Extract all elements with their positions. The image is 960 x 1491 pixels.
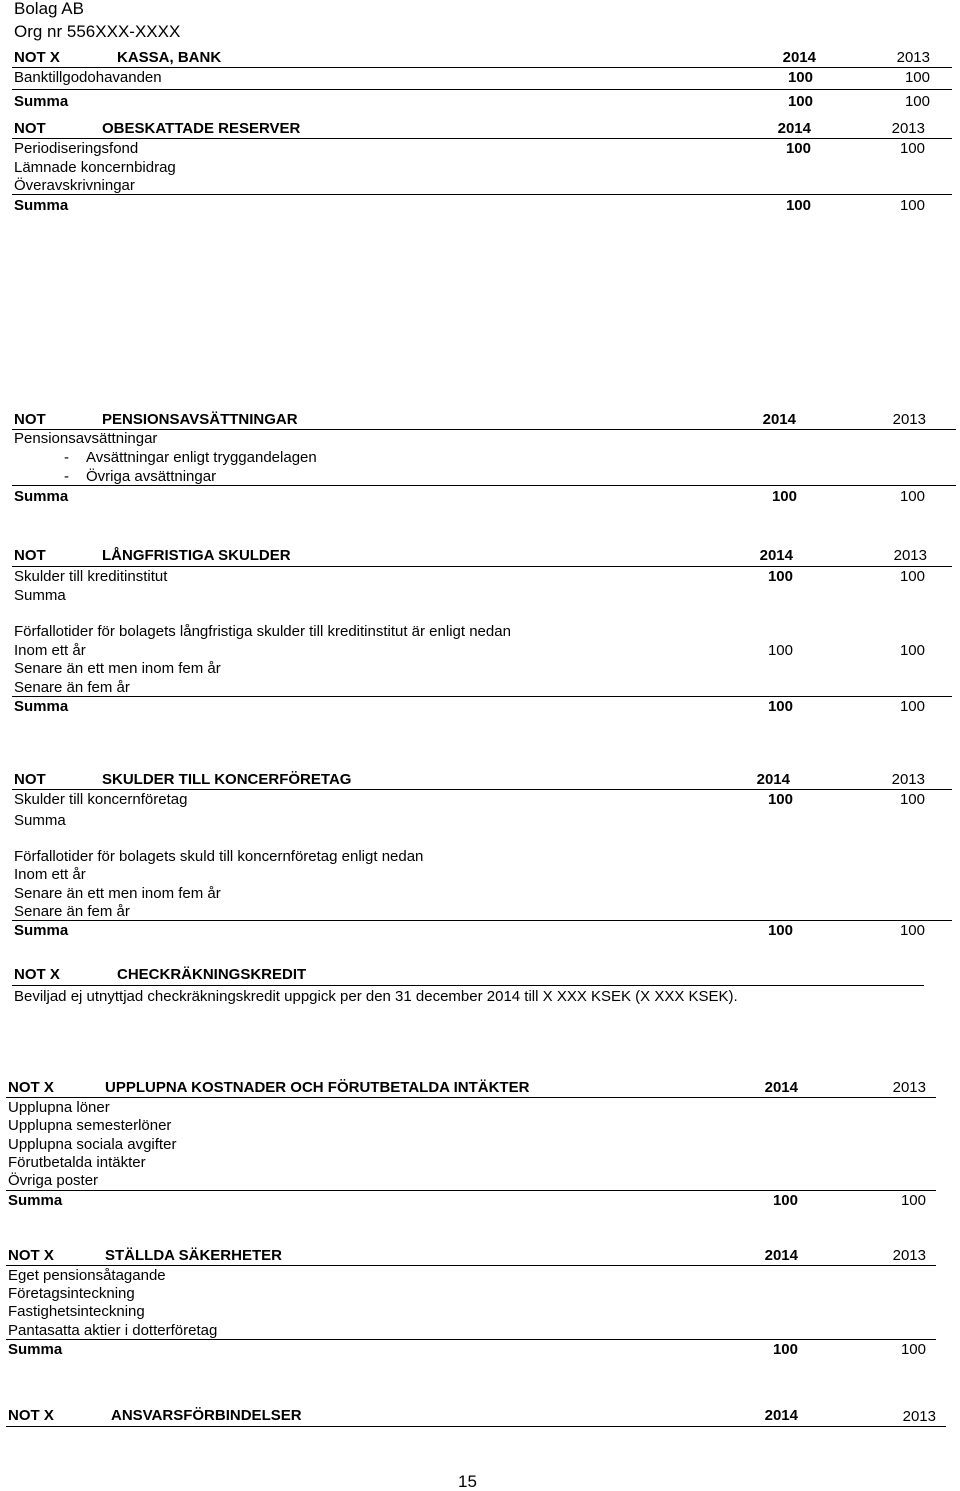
row-value-previous: 100	[899, 642, 925, 659]
sum-value-previous: 100	[899, 698, 925, 715]
year-previous: 2013	[902, 1408, 936, 1425]
divider	[6, 1339, 936, 1340]
row-label: Förutbetalda intäkter	[8, 1154, 146, 1171]
note-title: LÅNGFRISTIGA SKULDER	[102, 547, 291, 564]
row-label: Eget pensionsåtagande	[8, 1267, 166, 1284]
sum-value-previous: 100	[899, 197, 925, 214]
sum-label: Summa	[14, 698, 69, 715]
row-value-previous: 100	[899, 791, 925, 808]
row-label: Avsättningar enligt tryggandelagen	[86, 449, 317, 466]
row-value-previous: 100	[904, 69, 930, 86]
divider	[6, 1426, 946, 1427]
row-label: Upplupna semesterlöner	[8, 1117, 172, 1134]
row-label: Upplupna sociala avgifter	[8, 1136, 177, 1153]
row-value-previous: 100	[899, 568, 925, 585]
year-current: 2014	[782, 49, 816, 66]
divider	[12, 985, 924, 986]
row-label: Inom ett år	[14, 642, 86, 659]
divider	[12, 67, 952, 68]
org-number: Org nr 556XXX-XXXX	[14, 22, 181, 41]
row-value-previous: 100	[899, 140, 925, 157]
row-value-current: 100	[767, 568, 793, 585]
divider	[12, 89, 952, 90]
row-label: Summa	[14, 587, 66, 604]
divider	[6, 1265, 936, 1266]
sum-value-current: 100	[767, 922, 793, 939]
note-title: ANSVARSFÖRBINDELSER	[111, 1407, 302, 1424]
sum-value-current: 100	[785, 197, 811, 214]
sum-value-current: 100	[772, 1341, 798, 1358]
note-number: NOT	[14, 547, 46, 564]
note-title: CHECKRÄKNINGSKREDIT	[117, 966, 307, 983]
sum-label: Summa	[14, 93, 69, 110]
divider	[6, 1097, 936, 1098]
sum-label: Summa	[8, 1341, 63, 1358]
divider	[12, 485, 956, 486]
note-text: Beviljad ej utnyttjad checkräkningskredit uppgick per den 31 december 2014 till X XXX KSEK (X XXX KSEK).	[14, 988, 738, 1005]
row-label: Lämnade koncernbidrag	[14, 159, 176, 176]
sum-value-previous: 100	[904, 93, 930, 110]
row-label: Senare än ett men inom fem år	[14, 660, 221, 677]
year-current: 2014	[764, 1079, 798, 1096]
note-title: UPPLUPNA KOSTNADER OCH FÖRUTBETALDA INTÄKTER	[105, 1079, 530, 1096]
row-label: Inom ett år	[14, 866, 86, 883]
row-label: Skulder till koncernföretag	[14, 791, 188, 808]
row-label: Periodiseringsfond	[14, 140, 139, 157]
maturity-intro: Förfallotider för bolagets skuld till koncernföretag enligt nedan	[14, 848, 424, 865]
year-previous: 2013	[892, 1247, 926, 1264]
row-label: Senare än fem år	[14, 903, 130, 920]
sum-value-current: 100	[767, 698, 793, 715]
company-name: Bolag AB	[14, 0, 84, 18]
row-value-current: 100	[785, 140, 811, 157]
note-number: NOT X	[8, 1247, 54, 1264]
divider	[12, 789, 952, 790]
note-number: NOT	[14, 120, 46, 137]
divider	[12, 566, 952, 567]
row-value-current: 100	[787, 69, 813, 86]
year-previous: 2013	[891, 120, 925, 137]
row-label: Övriga avsättningar	[86, 468, 217, 485]
sum-value-current: 100	[771, 488, 797, 505]
row-label: Summa	[14, 812, 66, 829]
row-label: Senare än ett men inom fem år	[14, 885, 221, 902]
note-number: NOT X	[8, 1079, 54, 1096]
row-label: Skulder till kreditinstitut	[14, 568, 168, 585]
sum-value-current: 100	[787, 93, 813, 110]
page-number: 15	[458, 1472, 477, 1491]
note-number: NOT X	[14, 49, 60, 66]
row-label: Övriga poster	[8, 1172, 99, 1189]
note-number: NOT	[14, 411, 46, 428]
year-current: 2014	[764, 1407, 798, 1424]
note-number: NOT	[14, 771, 46, 788]
row-label: Företagsinteckning	[8, 1285, 135, 1302]
sum-value-previous: 100	[900, 1192, 926, 1209]
divider	[12, 920, 952, 921]
row-label: Fastighetsinteckning	[8, 1303, 145, 1320]
sum-value-previous: 100	[899, 488, 925, 505]
year-previous: 2013	[893, 547, 927, 564]
row-label: Överavskrivningar	[14, 177, 135, 194]
year-current: 2014	[762, 411, 796, 428]
divider	[12, 194, 952, 195]
maturity-intro: Förfallotider för bolagets långfristiga skulder till kreditinstitut är enligt nedan	[14, 623, 511, 640]
sum-label: Summa	[8, 1192, 63, 1209]
sum-label: Summa	[14, 488, 69, 505]
row-label: Banktillgodohavanden	[14, 69, 162, 86]
note-title: PENSIONSAVSÄTTNINGAR	[102, 411, 298, 428]
sum-value-previous: 100	[900, 1341, 926, 1358]
sum-label: Summa	[14, 197, 69, 214]
row-label: Pantasatta aktier i dotterföretag	[8, 1322, 218, 1339]
year-previous: 2013	[891, 771, 925, 788]
row-value-current: 100	[767, 642, 793, 659]
year-current: 2014	[756, 771, 790, 788]
row-value-current: 100	[767, 791, 793, 808]
note-title: KASSA, BANK	[117, 49, 222, 66]
row-dash: -	[64, 468, 69, 485]
note-number: NOT X	[14, 966, 60, 983]
note-title: SKULDER TILL KONCERFÖRETAG	[102, 771, 352, 788]
row-label: Senare än fem år	[14, 679, 130, 696]
note-title: OBESKATTADE RESERVER	[102, 120, 301, 137]
divider	[6, 1190, 936, 1191]
year-previous: 2013	[892, 1079, 926, 1096]
sum-value-current: 100	[772, 1192, 798, 1209]
note-title: STÄLLDA SÄKERHETER	[105, 1247, 282, 1264]
year-current: 2014	[759, 547, 793, 564]
year-previous: 2013	[892, 411, 926, 428]
row-label: Pensionsavsättningar	[14, 430, 158, 447]
divider	[12, 696, 952, 697]
divider	[12, 138, 952, 139]
sum-value-previous: 100	[899, 922, 925, 939]
note-number: NOT X	[8, 1407, 54, 1424]
year-previous: 2013	[896, 49, 930, 66]
year-current: 2014	[764, 1247, 798, 1264]
year-current: 2014	[777, 120, 811, 137]
sum-label: Summa	[14, 922, 69, 939]
row-dash: -	[64, 449, 69, 466]
row-label: Upplupna löner	[8, 1099, 110, 1116]
